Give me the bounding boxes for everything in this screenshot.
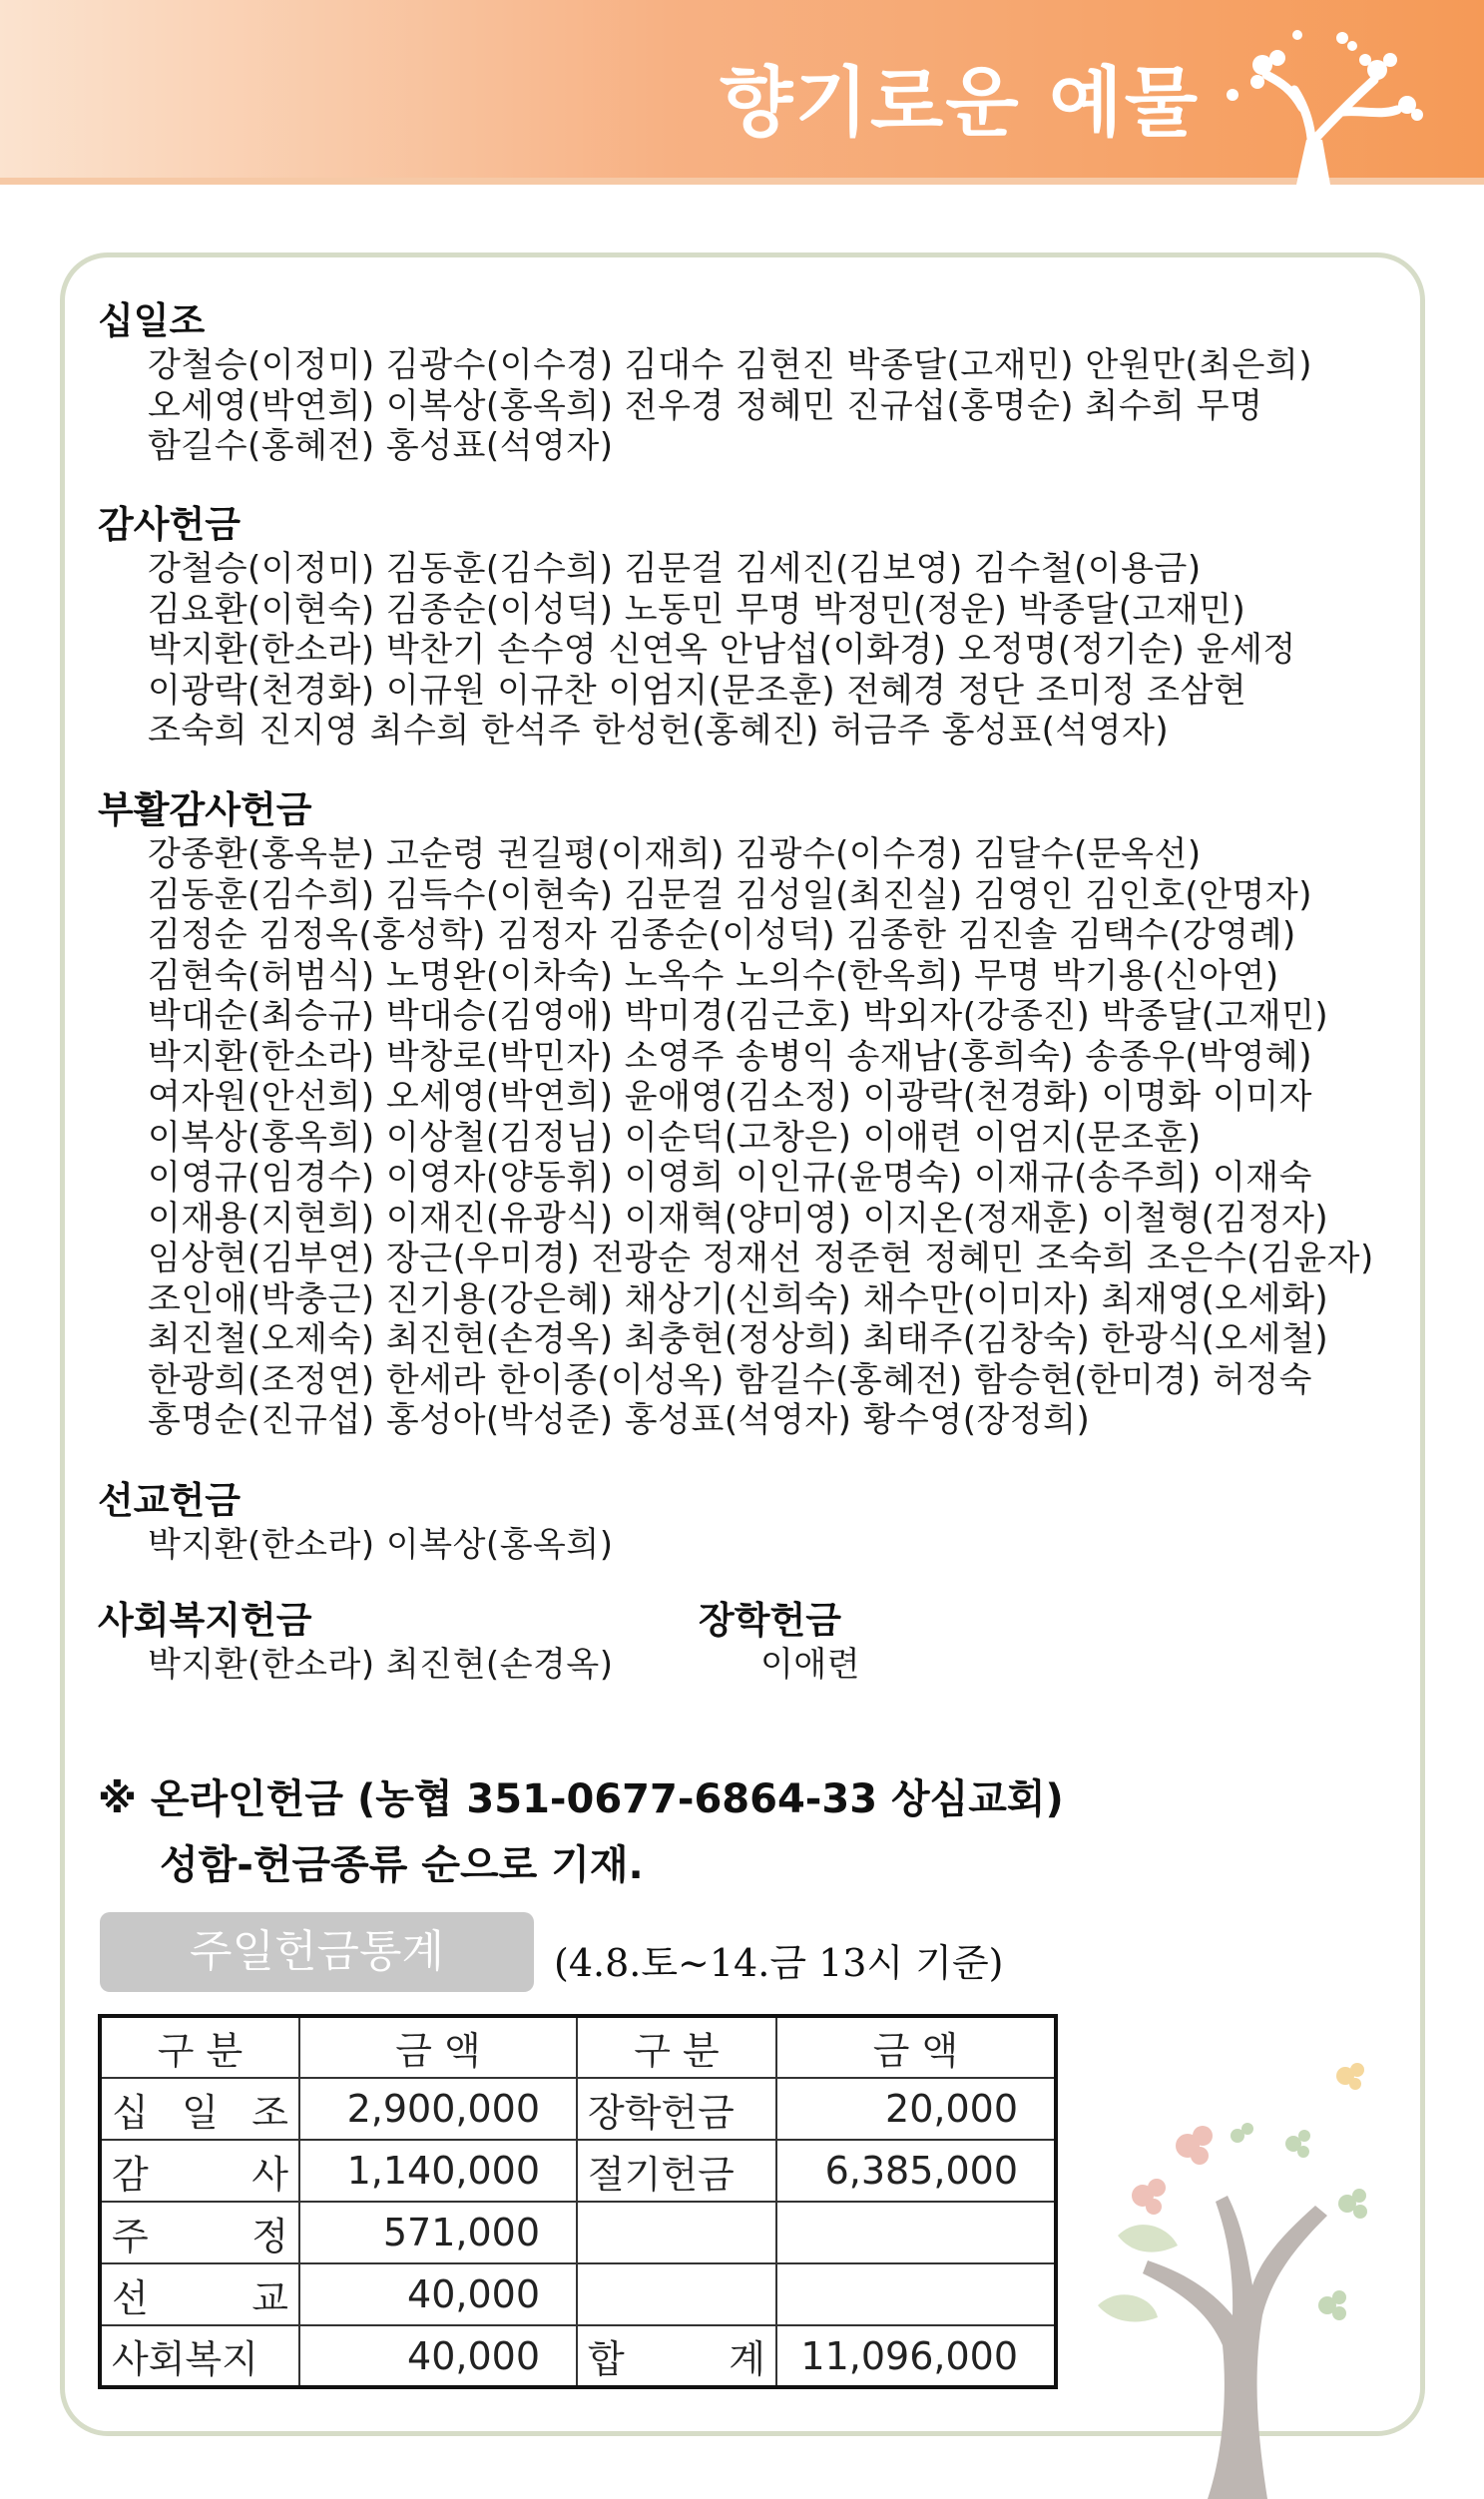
category-cell: 합 계 [577,2325,776,2387]
category-cell [577,2263,776,2325]
amount-cell: 40,000 [299,2263,577,2325]
amount-cell [776,2263,1056,2325]
table-row [100,2140,1056,2202]
amount-cell: 6,385,000 [776,2140,1056,2202]
table-header-cell: 구 분 [577,2016,776,2078]
stats-period: (4.8.토~14.금 13시 기준) [554,1941,1004,1985]
offering-stats-table [98,2014,1058,2389]
tithe-section [98,297,1312,467]
amount-cell: 40,000 [299,2325,577,2387]
mission-section [98,1477,614,1566]
amount-cell [776,2202,1056,2263]
amount-cell: 11,096,000 [776,2325,1056,2387]
table-row [100,2078,1056,2140]
amount-cell: 1,140,000 [299,2140,577,2202]
page-title: 향기로운 예물 [720,58,1200,147]
table-header-cell: 금 액 [776,2016,1056,2078]
donor-list: 박지환(한소라) 이복상(홍옥희) [148,1525,614,1565]
donor-list: 이애련 [760,1645,861,1685]
category-cell: 사회복지 [100,2325,299,2387]
thanks-section [98,501,1296,751]
table-row [100,2325,1056,2387]
scholarship-section [699,1597,860,1686]
category-cell: 선 교 [100,2263,299,2325]
table-row [100,2202,1056,2263]
stats-label: 주일헌금통계 [100,1912,534,1992]
donor-list: 강종환(홍옥분) 고순령 권길평(이재희) 김광수(이수경) 김달수(문옥선) 김동훈(김수희) 김득수(이현숙) 김문걸 김성일(최진실) 김영인 김인호(안명자) 김정순 김정옥(홍성학) 김정자 김종순(이성덕) 김종한 김진솔 김택수(강영례) 김현숙(허범식) 노명완(이차숙) 노옥수 노의수(한옥희) 무명 박기용(신아연) 박대순(최승규) 박대승(김영애) 박미경(김근호) 박외자(강종진) 박종달(고재민) 박지환(한소라) 박창로(박민자) 소영주 송병익 송재남(홍희숙) 송종우(박영혜) 여자원(안선희) 오세영(박연희) 윤애영(김소정) 이광락(천경화) 이명화 이미자 이복상(홍옥희) 이상철(김정님) 이순덕(고창은) 이애련 이엄지(문조훈) 이영규(임경수) 이영자(양동휘) 이영희 이인규(윤명숙) 이재규(송주희) 이재숙 이재용(지현희) 이재진(유광식) 이재혁(양미영) 이지온(정재훈) 이철형(김정자) 임상현(김부연) 장근(우미경) 전광순 정재선 정준현 정혜민 조숙희 조은수(김윤자) 조인애(박충근) 진기용(강은혜) 채상기(신희숙) 채수만(이미자) 최재영(오세화) 최진철(오제숙) 최진현(손경옥) 최충현(정상희) 최태주(김창숙) 한광식(오세철) 한광희(조정연) 한세라 한이종(이성옥) 함길수(홍혜전) 함승현(한미경) 허정숙 홍명순(진규섭) 홍성아(박성준) 홍성표(석영자) 황수영(장정희) [148,834,1374,1440]
tree-decoration-icon [1058,2056,1387,2499]
amount-cell: 571,000 [299,2202,577,2263]
section-title: 부활감사헌금 [98,788,312,831]
category-cell [577,2202,776,2263]
welfare-section [98,1597,614,1686]
category-cell: 주 정 [100,2202,299,2263]
table-header-cell: 구 분 [100,2016,299,2078]
category-cell: 십 일 조 [100,2078,299,2140]
section-title: 십일조 [98,299,206,342]
category-cell: 감 사 [100,2140,299,2202]
donor-list: 강철승(이정미) 김동훈(김수희) 김문걸 김세진(김보영) 김수철(이용금) 김요환(이현숙) 김종순(이성덕) 노동민 무명 박정민(정운) 박종달(고재민) 박지환(한소라) 박찬기 손수영 신연옥 안남섭(이화경) 오정명(정기순) 윤세정 이광락(천경화) 이규원 이규찬 이엄지(문조훈) 전혜경 정단 조미정 조삼현 조숙희 진지영 최수희 한석주 한성헌(홍혜진) 허금주 홍성표(석영자) [148,549,1296,750]
category-cell: 절기헌금 [577,2140,776,2202]
section-title: 감사헌금 [98,503,241,546]
table-header-cell: 금 액 [299,2016,577,2078]
amount-cell: 20,000 [776,2078,1056,2140]
section-title: 장학헌금 [699,1599,841,1642]
online-offering-notice [98,1766,1064,1898]
tree-decoration-icon [1203,20,1442,185]
easter-section [98,786,1374,1441]
section-title: 선교헌금 [98,1479,241,1522]
amount-cell: 2,900,000 [299,2078,577,2140]
section-title: 사회복지헌금 [98,1599,312,1642]
donor-list: 박지환(한소라) 최진현(손경옥) [148,1645,614,1685]
notice-line-2: 성함-헌금종류 순으로 기재. [160,1842,644,1888]
category-cell: 장학헌금 [577,2078,776,2140]
table-header-row [100,2016,1056,2078]
notice-line-1: ※ 온라인헌금 (농협 351-0677-6864-33 상심교회) [98,1776,1064,1822]
donor-list: 강철승(이정미) 김광수(이수경) 김대수 김현진 박종달(고재민) 안원만(최은희) 오세영(박연희) 이복상(홍옥희) 전우경 정혜민 진규섭(홍명순) 최수희 무명 함길수(홍혜전) 홍성표(석영자) [148,345,1312,466]
table-row [100,2263,1056,2325]
